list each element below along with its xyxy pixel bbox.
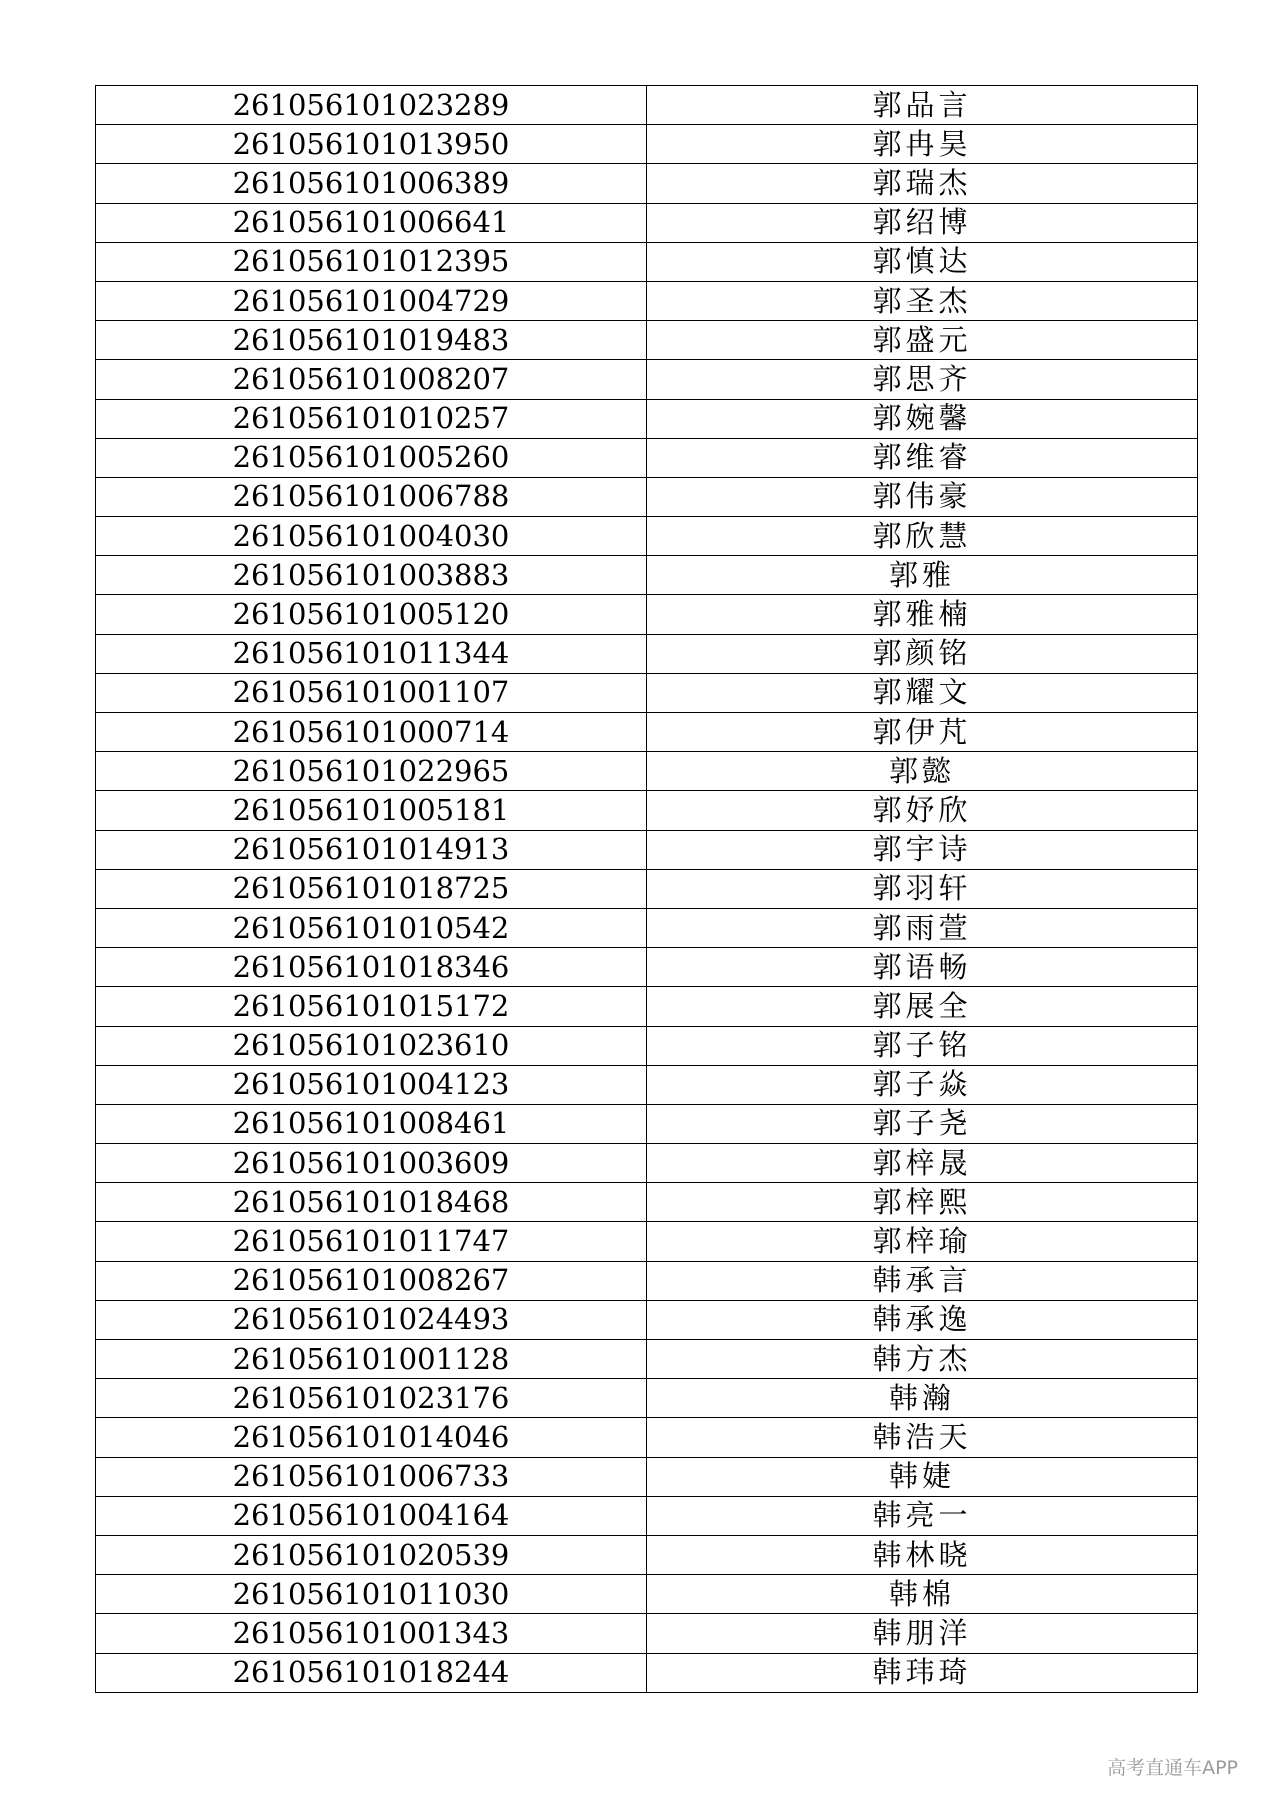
table-row <box>96 360 1198 399</box>
candidate-id-cell: 261056101023176 <box>96 1379 647 1418</box>
candidate-name-cell: 郭欣慧 <box>647 517 1198 556</box>
candidate-name-cell: 韩方杰 <box>647 1340 1198 1379</box>
candidate-table-body <box>96 86 1198 1693</box>
candidate-name-cell: 郭维睿 <box>647 438 1198 477</box>
candidate-name-cell: 郭子焱 <box>647 1065 1198 1104</box>
candidate-name-cell: 韩婕 <box>647 1457 1198 1496</box>
table-row <box>96 242 1198 281</box>
candidate-name-cell: 郭梓晟 <box>647 1144 1198 1183</box>
candidate-id-cell: 261056101008267 <box>96 1261 647 1300</box>
candidate-id-cell: 261056101003883 <box>96 556 647 595</box>
candidate-name-cell: 郭颜铭 <box>647 634 1198 673</box>
candidate-id-cell: 261056101011030 <box>96 1575 647 1614</box>
table-row <box>96 869 1198 908</box>
candidate-id-cell: 261056101003609 <box>96 1144 647 1183</box>
table-row <box>96 125 1198 164</box>
candidate-id-cell: 261056101006733 <box>96 1457 647 1496</box>
candidate-id-cell: 261056101010542 <box>96 908 647 947</box>
candidate-name-cell: 郭子铭 <box>647 1026 1198 1065</box>
table-row <box>96 438 1198 477</box>
candidate-id-cell: 261056101006389 <box>96 164 647 203</box>
table-row <box>96 1535 1198 1574</box>
candidate-name-cell: 郭羽轩 <box>647 869 1198 908</box>
candidate-name-cell: 郭子尧 <box>647 1104 1198 1143</box>
table-row <box>96 1183 1198 1222</box>
table-row <box>96 1144 1198 1183</box>
candidate-name-cell: 韩亮一 <box>647 1496 1198 1535</box>
candidate-name-cell: 郭圣杰 <box>647 281 1198 320</box>
candidate-name-cell: 郭宇诗 <box>647 830 1198 869</box>
table-row <box>96 752 1198 791</box>
table-row <box>96 713 1198 752</box>
table-row <box>96 203 1198 242</box>
table-row <box>96 1104 1198 1143</box>
candidate-id-cell: 261056101014913 <box>96 830 647 869</box>
candidate-id-cell: 261056101004164 <box>96 1496 647 1535</box>
candidate-id-cell: 261056101004729 <box>96 281 647 320</box>
candidate-name-cell: 郭伟豪 <box>647 477 1198 516</box>
candidate-id-cell: 261056101019483 <box>96 321 647 360</box>
table-row <box>96 1457 1198 1496</box>
table-row <box>96 1300 1198 1339</box>
candidate-name-cell: 郭雅楠 <box>647 595 1198 634</box>
candidate-name-cell: 郭婉馨 <box>647 399 1198 438</box>
candidate-name-cell: 郭慎达 <box>647 242 1198 281</box>
candidate-name-cell: 韩棉 <box>647 1575 1198 1614</box>
candidate-name-cell: 韩浩天 <box>647 1418 1198 1457</box>
candidate-id-cell: 261056101008207 <box>96 360 647 399</box>
candidate-id-cell: 261056101022965 <box>96 752 647 791</box>
table-row <box>96 321 1198 360</box>
table-row <box>96 673 1198 712</box>
candidate-name-cell: 韩瀚 <box>647 1379 1198 1418</box>
candidate-name-cell: 郭展全 <box>647 987 1198 1026</box>
table-row <box>96 1340 1198 1379</box>
candidate-name-cell: 郭雅 <box>647 556 1198 595</box>
table-row <box>96 399 1198 438</box>
candidate-name-cell: 郭语畅 <box>647 948 1198 987</box>
table-row <box>96 1379 1198 1418</box>
candidate-id-cell: 261056101000714 <box>96 713 647 752</box>
candidate-name-cell: 郭耀文 <box>647 673 1198 712</box>
table-row <box>96 86 1198 125</box>
table-row <box>96 1653 1198 1692</box>
table-row <box>96 908 1198 947</box>
table-row <box>96 1261 1198 1300</box>
candidate-id-cell: 261056101011747 <box>96 1222 647 1261</box>
table-row <box>96 595 1198 634</box>
candidate-name-cell: 韩承逸 <box>647 1300 1198 1339</box>
candidate-name-cell: 韩玮琦 <box>647 1653 1198 1692</box>
table-row <box>96 477 1198 516</box>
table-row <box>96 556 1198 595</box>
table-row <box>96 830 1198 869</box>
candidate-id-cell: 261056101010257 <box>96 399 647 438</box>
table-row <box>96 1065 1198 1104</box>
candidate-id-cell: 261056101005260 <box>96 438 647 477</box>
candidate-id-cell: 261056101008461 <box>96 1104 647 1143</box>
candidate-name-cell: 郭雨萱 <box>647 908 1198 947</box>
candidate-id-cell: 261056101012395 <box>96 242 647 281</box>
candidate-name-cell: 郭伊芃 <box>647 713 1198 752</box>
candidate-id-cell: 261056101018244 <box>96 1653 647 1692</box>
candidate-id-cell: 261056101018468 <box>96 1183 647 1222</box>
table-row <box>96 791 1198 830</box>
candidate-id-cell: 261056101006788 <box>96 477 647 516</box>
candidate-name-cell: 郭梓熙 <box>647 1183 1198 1222</box>
candidate-name-cell: 郭懿 <box>647 752 1198 791</box>
candidate-id-cell: 261056101005181 <box>96 791 647 830</box>
table-row <box>96 281 1198 320</box>
candidate-table <box>95 85 1198 1693</box>
table-row <box>96 1026 1198 1065</box>
candidate-id-cell: 261056101001128 <box>96 1340 647 1379</box>
table-row <box>96 987 1198 1026</box>
candidate-id-cell: 261056101004123 <box>96 1065 647 1104</box>
watermark: 高考直通车APP <box>1107 1757 1238 1779</box>
candidate-name-cell: 郭妤欣 <box>647 791 1198 830</box>
candidate-id-cell: 261056101011344 <box>96 634 647 673</box>
candidate-name-cell: 韩朋洋 <box>647 1614 1198 1653</box>
candidate-name-cell: 韩林晓 <box>647 1535 1198 1574</box>
candidate-id-cell: 261056101024493 <box>96 1300 647 1339</box>
candidate-id-cell: 261056101023289 <box>96 86 647 125</box>
candidate-id-cell: 261056101014046 <box>96 1418 647 1457</box>
candidate-id-cell: 261056101013950 <box>96 125 647 164</box>
candidate-name-cell: 郭绍博 <box>647 203 1198 242</box>
candidate-id-cell: 261056101001343 <box>96 1614 647 1653</box>
candidate-id-cell: 261056101001107 <box>96 673 647 712</box>
candidate-name-cell: 郭梓瑜 <box>647 1222 1198 1261</box>
candidate-name-cell: 韩承言 <box>647 1261 1198 1300</box>
candidate-id-cell: 261056101015172 <box>96 987 647 1026</box>
candidate-id-cell: 261056101004030 <box>96 517 647 556</box>
table-row <box>96 1614 1198 1653</box>
candidate-id-cell: 261056101020539 <box>96 1535 647 1574</box>
table-row <box>96 1496 1198 1535</box>
candidate-id-cell: 261056101023610 <box>96 1026 647 1065</box>
candidate-name-cell: 郭品言 <box>647 86 1198 125</box>
table-row <box>96 1222 1198 1261</box>
table-row <box>96 948 1198 987</box>
candidate-id-cell: 261056101018346 <box>96 948 647 987</box>
candidate-name-cell: 郭思齐 <box>647 360 1198 399</box>
candidate-id-cell: 261056101006641 <box>96 203 647 242</box>
table-row <box>96 1575 1198 1614</box>
candidate-id-cell: 261056101018725 <box>96 869 647 908</box>
candidate-name-cell: 郭冉昊 <box>647 125 1198 164</box>
table-row <box>96 634 1198 673</box>
candidate-name-cell: 郭盛元 <box>647 321 1198 360</box>
table-row <box>96 164 1198 203</box>
table-row <box>96 1418 1198 1457</box>
table-row <box>96 517 1198 556</box>
candidate-id-cell: 261056101005120 <box>96 595 647 634</box>
candidate-name-cell: 郭瑞杰 <box>647 164 1198 203</box>
